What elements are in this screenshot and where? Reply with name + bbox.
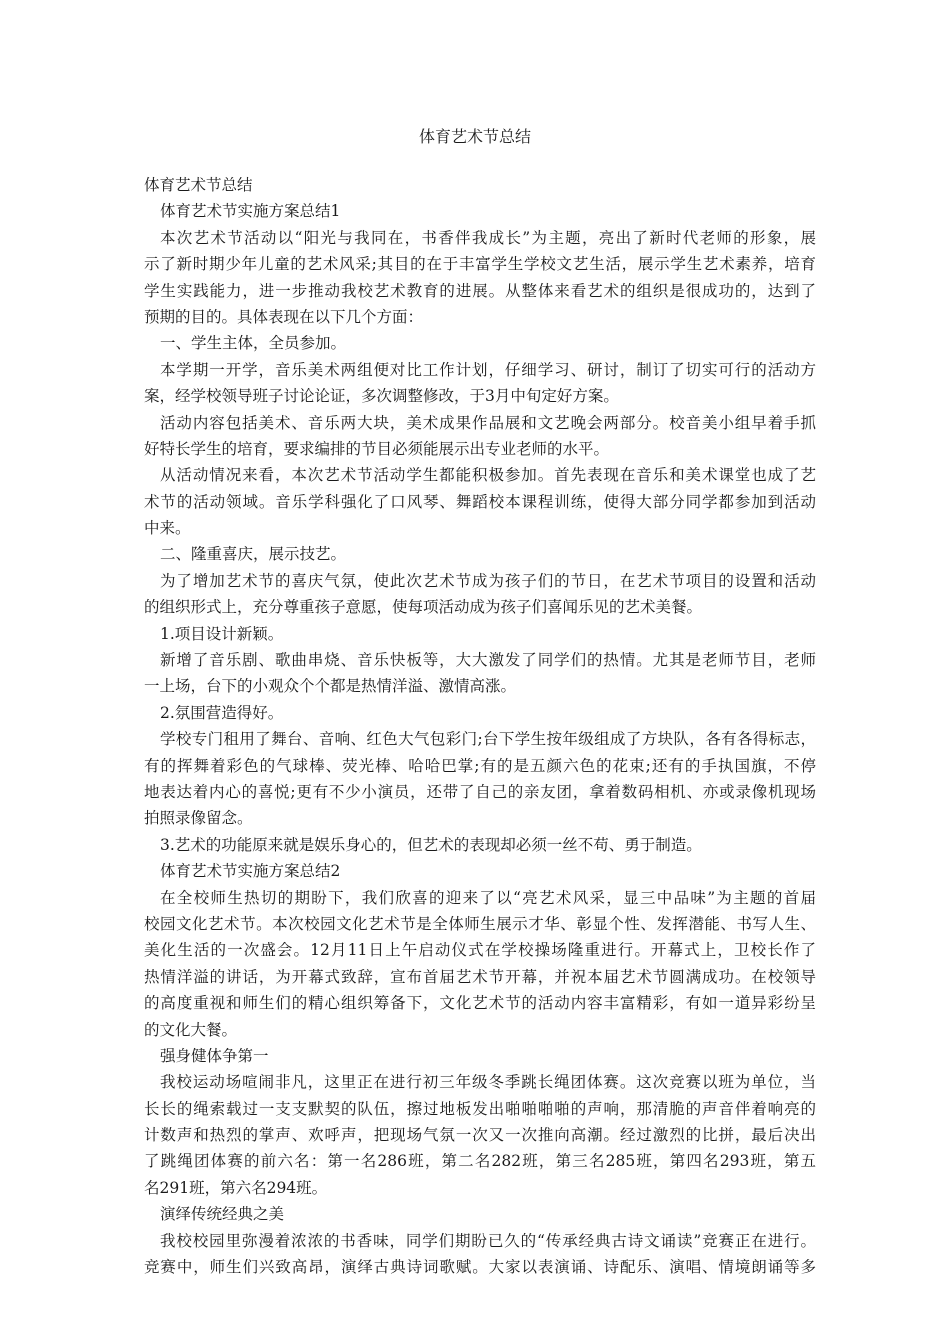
text-line: 演绎传统经典之美 [160,1205,285,1224]
text-line: 二、隆重喜庆，展示技艺。 [160,545,347,564]
text-line: 的组织形式上，充分尊重孩子意愿，使每项活动成为孩子们喜闻乐见的艺术美餐。 [144,598,703,617]
text-line: 竞赛中，师生们兴致高昂，演绎古典诗词歌赋。大家以表演诵、诗配乐、演唱、情境朗诵等多 [144,1258,816,1277]
text-line: 一上场，台下的小观众个个都是热情洋溢、激情高涨。 [144,677,517,696]
document-body [144,172,816,1280]
text-line: 1.项目设计新颖。 [160,624,284,643]
text-line: 美化生活的一次盛会。12月11日上午启动仪式在学校操场隆重进行。开幕式上，卫校长作了 [144,941,816,960]
text-line: 本学期一开学，音乐美术两组便对比工作计划，仔细学习、研讨，制订了切实可行的活动方 [160,360,816,379]
text-line: 中来。 [144,519,191,538]
document-title: 体育艺术节总结 [418,127,531,146]
text-line: 我校运动场喧闹非凡，这里正在进行初三年级冬季跳长绳团体赛。这次竞赛以班为单位，当 [160,1073,816,1092]
text-line: 了跳绳团体赛的前六名：第一名286班，第二名282班，第三名285班，第四名293班，第五 [144,1152,816,1171]
text-line: 体育艺术节实施方案总结2 [160,862,341,881]
text-line: 一、学生主体，全员参加。 [160,334,347,353]
text-line: 计数声和热烈的掌声、欢呼声，把现场气氛一次又一次推向高潮。经过激烈的比拼，最后决出 [144,1126,816,1145]
text-line: 长长的绳索载过一支支默契的队伍，擦过地板发出啪啪啪啪的声响，那清脆的声音伴着响亮的 [144,1099,816,1118]
text-line: 本次艺术节活动以“阳光与我同在，书香伴我成长”为主题，亮出了新时代老师的形象，展 [160,228,816,247]
text-line: 名291班，第六名294班。 [144,1178,328,1197]
text-line: 在全校师生热切的期盼下，我们欣喜的迎来了以“亮艺术风采，显三中品味”为主题的首届 [160,888,816,907]
text-line: 强身健体争第一 [160,1046,269,1065]
text-line: 从活动情况来看，本次艺术节活动学生都能积极参加。首先表现在音乐和美术课堂也成了艺 [160,466,816,485]
text-line: 学生实践能力，进一步推动我校艺术教育的进展。从整体来看艺术的组织是很成功的，达到了 [144,281,816,300]
text-line: 3.艺术的功能原来就是娱乐身心的，但艺术的表现却必须一丝不苟、勇于制造。 [160,835,702,854]
text-line: 地表达着内心的喜悦;更有不少小演员，还带了自己的亲友团，拿着数码相机、亦或录像机现场 [144,782,816,801]
text-line: 有的挥舞着彩色的气球棒、荧光棒、哈哈巴掌;有的是五颜六色的花束;还有的手执国旗，不停 [144,756,816,775]
text-line: 的文化大餐。 [144,1020,238,1039]
text-line: 体育艺术节实施方案总结1 [160,202,341,221]
text-line: 术节的活动领域。音乐学科强化了口风琴、舞蹈校本课程训练，使得大部分同学都参加到活动 [144,492,816,511]
text-line: 的高度重视和师生们的精心组织筹备下，文化艺术节的活动内容丰富精彩，有如一道异彩纷呈 [144,994,816,1013]
text-line: 热情洋溢的讲话，为开幕式致辞，宣布首届艺术节开幕，并祝本届艺术节圆满成功。在校领导 [144,967,816,986]
text-line: 案，经学校领导班子讨论论证，多次调整修改，于3月中旬定好方案。 [144,387,619,406]
text-line: 我校校园里弥漫着浓浓的书香味，同学们期盼已久的“传承经典古诗文诵读”竞赛正在进行。 [160,1231,816,1250]
text-line: 拍照录像留念。 [144,809,253,828]
text-line: 新增了音乐剧、歌曲串烧、音乐快板等，大大激发了同学们的热情。尤其是老师节目，老师 [160,651,816,670]
text-line: 校园文化艺术节。本次校园文化艺术节是全体师生展示才华、彰显个性、发挥潜能、书写人生、 [144,914,816,933]
text-line: 学校专门租用了舞台、音响、红色大气包彩门;台下学生按年级组成了方块队，各有各得标志， [160,730,816,749]
text-line: 预期的目的。具体表现在以下几个方面： [144,307,424,326]
text-line: 2.氛围营造得好。 [160,703,284,722]
text-line: 活动内容包括美术、音乐两大块，美术成果作品展和文艺晚会两部分。校音美小组早着手抓 [160,413,816,432]
text-line: 示了新时期少年儿童的艺术风采;其目的在于丰富学生学校文艺生活，展示学生艺术素养，培育 [144,255,816,274]
text-line: 为了增加艺术节的喜庆气氛，使此次艺术节成为孩子们的节日，在艺术节项目的设置和活动 [160,571,816,590]
text-line: 好特长学生的培育，要求编排的节目必须能展示出专业老师的水平。 [144,439,610,458]
text-line: 体育艺术节总结 [144,176,253,194]
